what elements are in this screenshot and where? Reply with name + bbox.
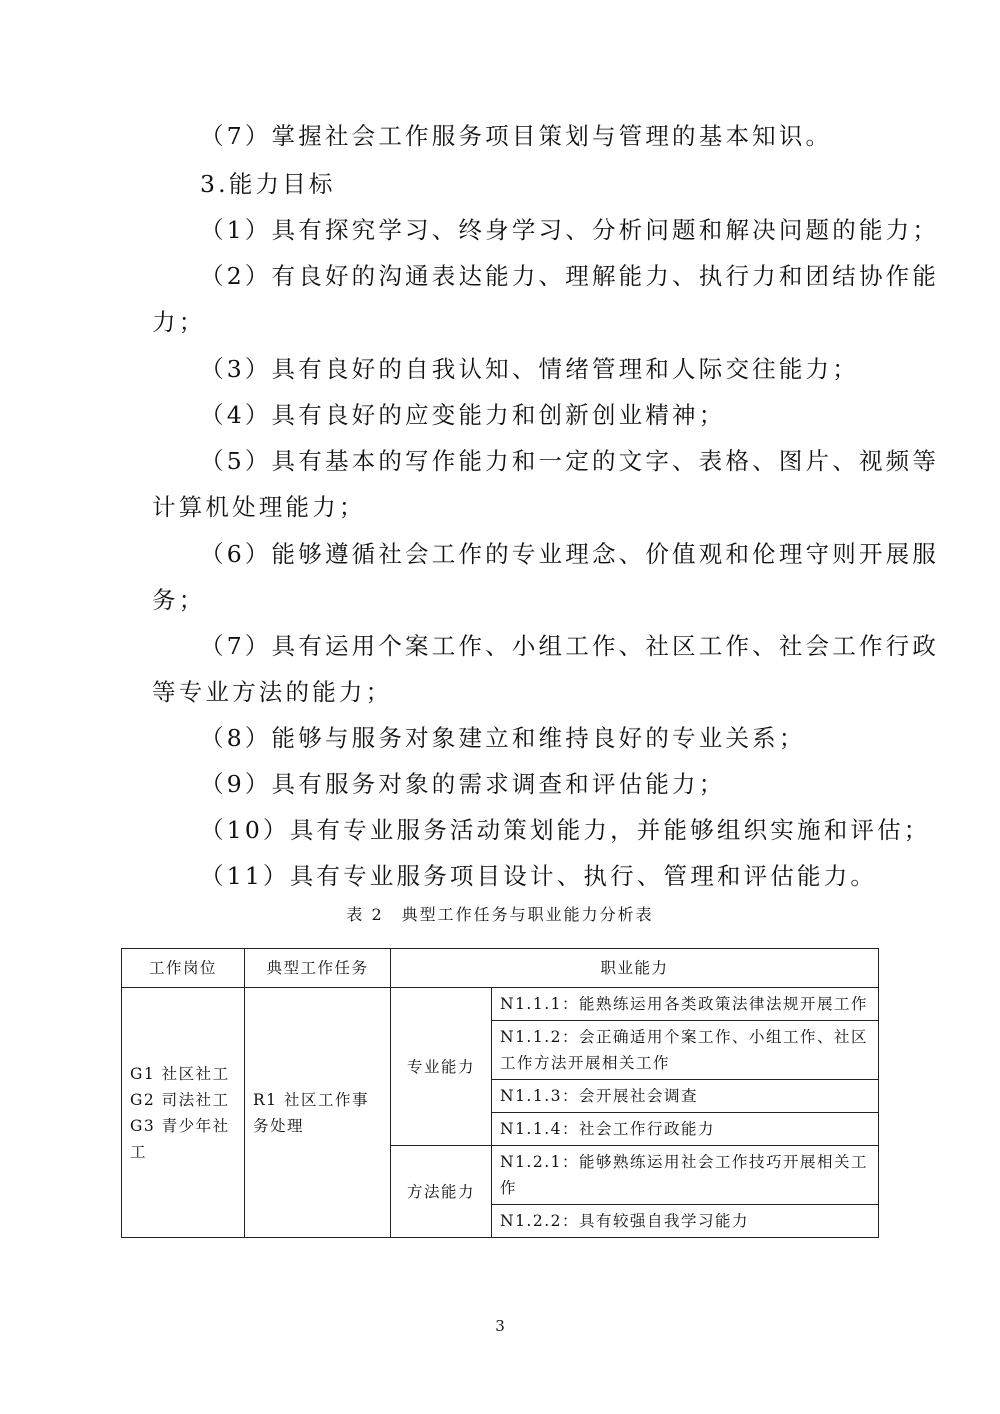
- task-cell: R1 社区工作事务处理: [245, 988, 391, 1238]
- paragraph: （9）具有服务对象的需求调查和评估能力；: [200, 770, 726, 798]
- table-row: [122, 988, 879, 1021]
- competency-item: N1.2.2：具有较强自我学习能力: [492, 1205, 879, 1238]
- position-item: G3 青少年社工: [130, 1116, 230, 1161]
- table-caption: 表 2 典型工作任务与职业能力分析表: [346, 905, 654, 924]
- paragraph-continuation: 计算机处理能力；: [152, 493, 366, 521]
- paragraph: （7）具有运用个案工作、小组工作、社区工作、社会工作行政: [200, 632, 940, 660]
- position-item: G2 司法社工: [130, 1090, 230, 1109]
- paragraph: （6）能够遵循社会工作的专业理念、价值观和伦理守则开展服: [200, 540, 940, 568]
- competency-item: N1.2.1：能够熟练运用社会工作技巧开展相关工作: [492, 1146, 879, 1205]
- positions-cell: [122, 988, 245, 1238]
- competency-group-name: 方法能力: [391, 1146, 492, 1238]
- paragraph-continuation: 务；: [152, 586, 206, 614]
- competency-table: [121, 948, 879, 1238]
- paragraph-continuation: 力；: [152, 308, 206, 336]
- section-heading: 3.能力目标: [200, 170, 336, 198]
- header-competency: 职业能力: [391, 949, 879, 988]
- paragraph: （3）具有良好的自我认知、情绪管理和人际交往能力；: [200, 355, 859, 383]
- paragraph: （10）具有专业服务活动策划能力，并能够组织实施和评估；: [200, 816, 931, 844]
- paragraph-continuation: 等专业方法的能力；: [152, 678, 393, 706]
- header-position: 工作岗位: [122, 949, 245, 988]
- competency-group-name: 专业能力: [391, 988, 492, 1146]
- competency-item: N1.1.3：会开展社会调查: [492, 1080, 879, 1113]
- paragraph: （1）具有探究学习、终身学习、分析问题和解决问题的能力；: [200, 216, 940, 244]
- competency-item: N1.1.4：社会工作行政能力: [492, 1113, 879, 1146]
- header-task: 典型工作任务: [245, 949, 391, 988]
- page-number: 3: [495, 1317, 505, 1335]
- position-item: G1 社区社工: [130, 1064, 230, 1083]
- paragraph: （4）具有良好的应变能力和创新创业精神；: [200, 401, 726, 429]
- competency-item: N1.1.1：能熟练运用各类政策法律法规开展工作: [492, 988, 879, 1021]
- table-header-row: [122, 949, 879, 988]
- paragraph: （7）掌握社会工作服务项目策划与管理的基本知识。: [200, 122, 833, 150]
- paragraph: （11）具有专业服务项目设计、执行、管理和评估能力。: [200, 862, 878, 890]
- paragraph: （8）能够与服务对象建立和维持良好的专业关系；: [200, 724, 806, 752]
- paragraph: （5）具有基本的写作能力和一定的文字、表格、图片、视频等: [200, 447, 940, 475]
- competency-item: N1.1.2：会正确适用个案工作、小组工作、社区工作方法开展相关工作: [492, 1021, 879, 1080]
- paragraph: （2）有良好的沟通表达能力、理解能力、执行力和团结协作能: [200, 262, 940, 290]
